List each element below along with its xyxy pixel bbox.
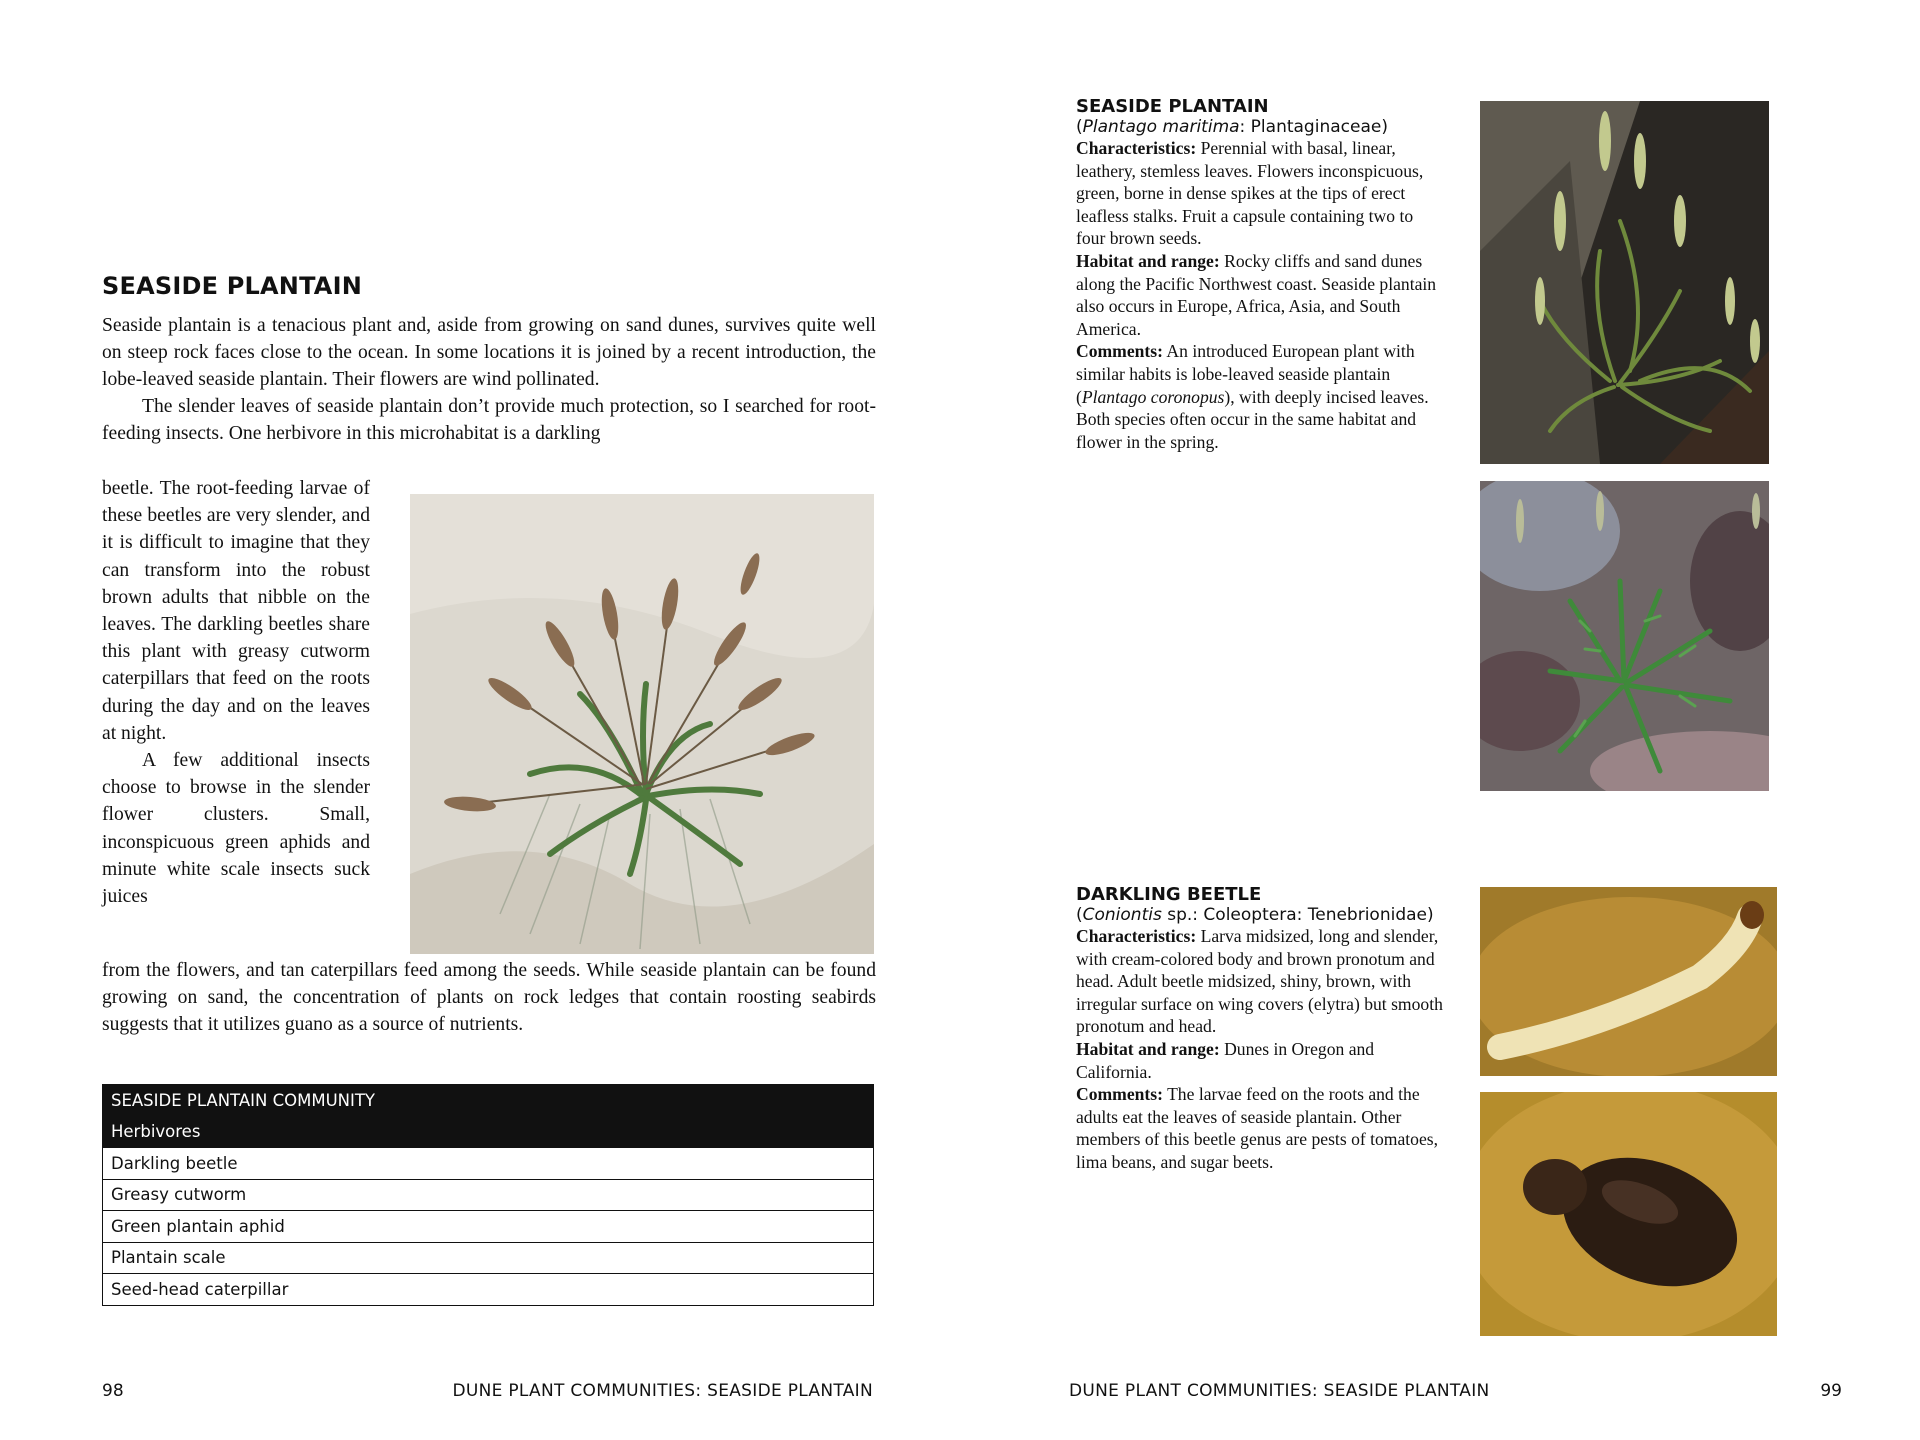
darkling-beetle-adult-photo [1480, 1092, 1777, 1336]
table-group-label: Herbivores [103, 1116, 874, 1148]
table-cell: Greasy cutworm [103, 1179, 874, 1211]
seaside-plantain-on-sand-photo [410, 494, 874, 954]
paragraph-2-start: The slender leaves of seaside plantain don’t provide much protection, so I searched for root-feeding insects. One herbivore in this microhabitat is a darkling [102, 396, 876, 444]
table-row [103, 1211, 874, 1243]
body-text-top [102, 312, 876, 447]
species-name: DARKLING BEETLE [1076, 884, 1262, 905]
species-description: Characteristics: Perennial with basal, linear, leathery, stemless leaves. Flowers inconspicuous, green, borne in dense spikes at the tips of erect leafless stalks. Fruit a capsule containing two to four brown seeds. Habitat and range: Rocky cliffs and sand dunes along the Pacific Northwest coast. Seaside plantain also occurs in Europe, Africa, Asia, and South America. Comments: An introduced European plant with similar habits is lobe-leaved seaside plantain (Plantago coronopus), with deeply incised leaves. Both species often occur in the same habitat and flower in the spring. [1076, 138, 1437, 452]
table-group-row [103, 1116, 874, 1148]
species-description: Characteristics: Larva midsized, long and slender, with cream-colored body and brown pronotum and head. Adult beetle midsized, shiny, brown, with irregular surface on wing covers (elytra) but smooth pronotum and head. Habitat and range: Dunes in Oregon and California. Comments: The larvae feed on the roots and the adults eat the leaves of seaside plantain. Other members of this beetle genus are pests of tomatoes, lima beans, and sugar beets. [1076, 926, 1443, 1172]
section-heading: SEASIDE PLANTAIN [102, 272, 362, 300]
table-row [103, 1148, 874, 1180]
species-scientific-name: (Coniontis sp.: Coleoptera: Tenebrionidae) [1076, 905, 1434, 925]
table-row [103, 1274, 874, 1306]
seaside-plantain-on-rock-photo [1480, 101, 1769, 464]
lobe-leaved-plantain-photo [1480, 481, 1769, 791]
species-entry-seaside-plantain [1076, 96, 1442, 453]
running-head-right: DUNE PLANT COMMUNITIES: SEASIDE PLANTAIN [1069, 1381, 1490, 1401]
darkling-beetle-larva-photo [1480, 887, 1777, 1076]
table-title: SEASIDE PLANTAIN COMMUNITY [103, 1085, 874, 1117]
community-table [102, 1084, 874, 1306]
body-text-wrap [102, 475, 370, 910]
table-row [103, 1179, 874, 1211]
page-number-left: 98 [102, 1381, 124, 1401]
species-scientific-name: (Plantago maritima: Plantaginaceae) [1076, 117, 1388, 137]
paragraph-3-start: A few additional insects choose to browse in the slender flower clusters. Small, inconspicuous green aphids and minute white scale insects suck juices [102, 750, 370, 908]
table-cell: Darkling beetle [103, 1148, 874, 1180]
table-cell: Seed-head caterpillar [103, 1274, 874, 1306]
table-row [103, 1242, 874, 1274]
paragraph-1: Seaside plantain is a tenacious plant and, aside from growing on sand dunes, survives quite well on steep rock faces close to the ocean. In some locations it is joined by a recent introduction, the lobe-leaved seaside plantain. Their flowers are wind pollinated. [102, 315, 876, 390]
paragraph-3-end: from the flowers, and tan caterpillars feed among the seeds. While seaside plantain can be found growing on sand, the concentration of plants on rock ledges that contain roosting seabirds suggests that it utilizes guano as a source of nutrients. [102, 960, 876, 1035]
table-title-row [103, 1085, 874, 1117]
body-text-bottom [102, 957, 876, 1038]
table-cell: Plantain scale [103, 1242, 874, 1274]
table-cell: Green plantain aphid [103, 1211, 874, 1243]
page-number-right: 99 [1820, 1381, 1842, 1401]
paragraph-2-continued: beetle. The root-feeding larvae of these beetles are very slender, and it is difficult to imagine that they can transform into the robust brown adults that nibble on the leaves. The darkling beetles share this plant with greasy cutworm caterpillars that feed on the roots during the day and on the leaves at night. [102, 478, 370, 744]
species-entry-darkling-beetle [1076, 884, 1446, 1174]
running-head-left: DUNE PLANT COMMUNITIES: SEASIDE PLANTAIN [452, 1381, 873, 1401]
species-name: SEASIDE PLANTAIN [1076, 96, 1269, 117]
